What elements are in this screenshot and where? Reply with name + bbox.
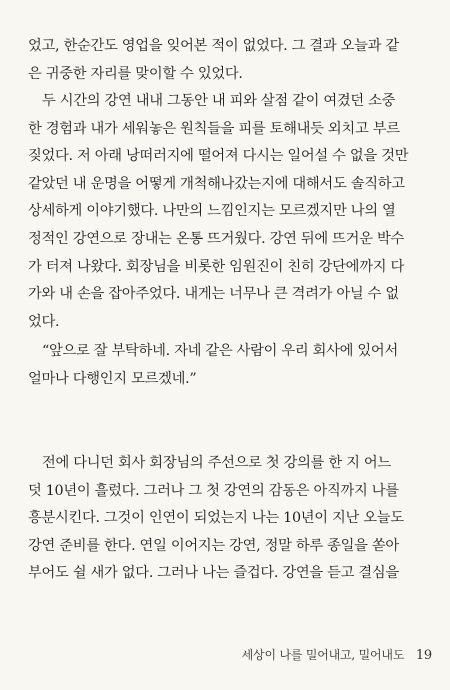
text-line: 같았던 내 운명을 어떻게 개척해나갔는지에 대해서도 솔직하고 [28,175,405,192]
page-number: 19 [415,648,432,663]
text-line: 짖었다. 저 아래 낭떠러지에 떨어져 다시는 일어설 수 없을 것만 [28,148,409,165]
text-line: 었고, 한순간도 영업을 잊어본 적이 없었다. 그 결과 오늘과 같 [28,38,399,54]
text-line: 은 귀중한 자리를 맞이할 수 있었다. [28,65,243,82]
text-line: 얼마나 다행인지 모르겠네.” [28,370,197,387]
text-line: 정적인 강연으로 장내는 온통 뜨거웠다. 강연 뒤에 뜨거운 박수 [28,230,404,247]
text-line: “앞으로 잘 부탁하네. 자네 같은 사람이 우리 회사에 있어서 [42,343,398,359]
paragraph-1 [28,33,428,88]
text-line: 가와 내 손을 잡아주었다. 내게는 너무나 큰 격려가 아닐 수 없 [28,286,399,303]
text-line: 흥분시킨다. 그것이 인연이 되었는지 나는 10년이 지난 오늘도 [28,510,404,527]
text-line: 한 경험과 내가 세워놓은 원칙들을 피를 토해내듯 외치고 부르 [28,120,400,137]
paragraph-2 [28,88,428,336]
paragraph-3 [28,450,428,588]
text-line: 전에 다니던 회사 회장님의 주선으로 첫 강의를 한 지 어느 [42,455,391,471]
text-line: 부어도 쉴 새가 없다. 그러나 나는 즐겁다. 강연을 듣고 결심을 [28,565,399,582]
text-line: 덧 10년이 흘렀다. 그러나 그 첫 강연의 감동은 아직까지 나를 [28,482,399,499]
page-footer [242,646,432,663]
running-title: 세상이 나를 밀어내고, 밀어내도 [241,648,405,662]
quoted-dialogue [28,338,428,393]
text-line: 두 시간의 강연 내내 그동안 내 피와 살점 같이 여겼던 소중 [42,93,396,109]
text-line: 었다. [28,313,60,330]
text-line: 강연 준비를 한다. 연일 이어지는 강연, 정말 하루 종일을 쏟아 [28,537,399,554]
text-line: 상세하게 이야기했다. 나만의 느낌인지는 모르겠지만 나의 열 [28,203,396,220]
text-line: 가 터져 나왔다. 회장님을 비롯한 임원진이 친히 강단에까지 다 [28,258,404,275]
